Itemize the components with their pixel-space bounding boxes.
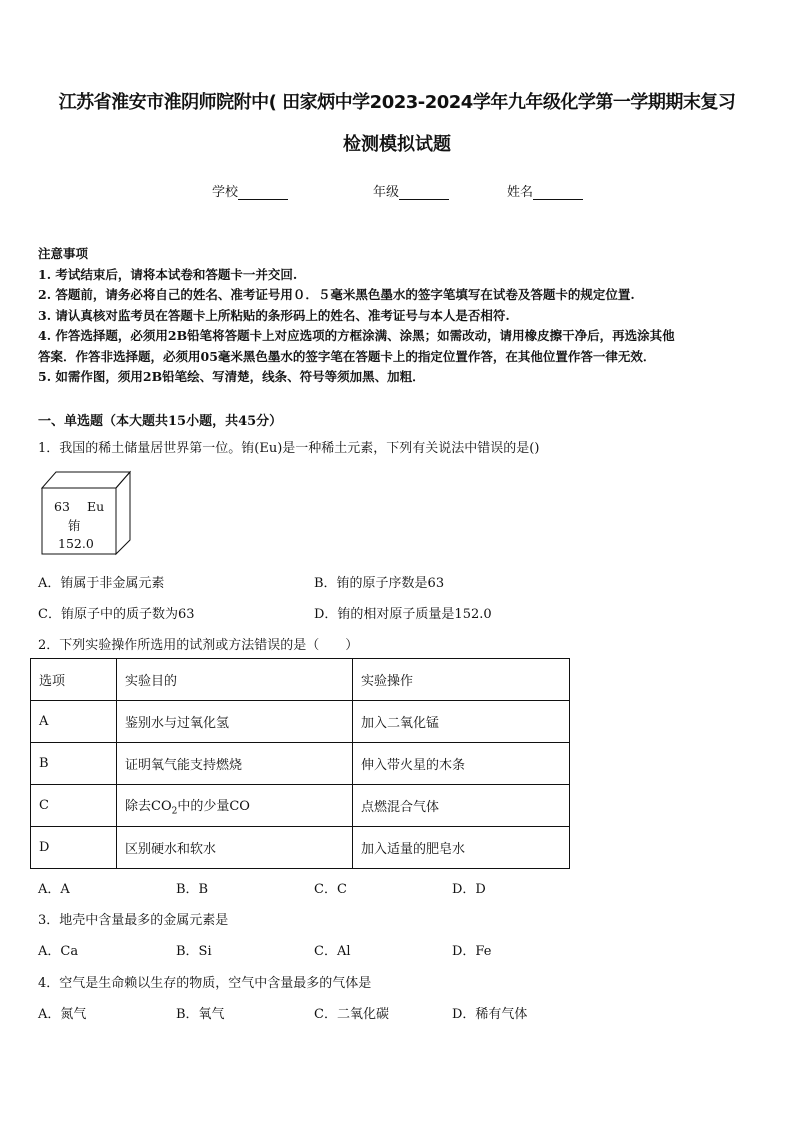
table-cell-operation: 伸入带火星的木条 — [353, 743, 570, 785]
q3-option-c: C．Al — [314, 944, 351, 959]
question-2-stem: 2．下列实验操作所选用的试剂或方法错误的是（ ） — [38, 638, 359, 653]
q4-option-d: D．稀有气体 — [452, 1007, 528, 1022]
q4-option-b: B．氧气 — [176, 1007, 225, 1022]
purpose-subscript: 2 — [171, 806, 178, 817]
header-cell-option: 选项 — [31, 659, 117, 701]
purpose-text-post: 中的少量CO — [177, 798, 250, 814]
notice-heading: 注意事项 — [38, 246, 89, 261]
grade-label: 年级 — [373, 185, 400, 200]
header-cell-purpose: 实验目的 — [117, 659, 353, 701]
q4-option-c: C．二氧化碳 — [314, 1007, 389, 1022]
table-row — [31, 743, 570, 785]
header-cell-operation: 实验操作 — [353, 659, 570, 701]
section-heading: 一、单选题（本大题共15小题，共45分） — [38, 414, 283, 429]
table-row — [31, 785, 570, 827]
table-header-row — [31, 659, 570, 701]
table-cell-operation: 加入二氧化锰 — [353, 701, 570, 743]
purpose-text-pre: 除去CO — [125, 798, 172, 814]
question-3-stem: 3．地壳中含量最多的金属元素是 — [38, 913, 229, 928]
notice-item: 答案．作答非选择题，必须用05毫米黑色墨水的签字笔在答题卡上的指定位置作答，在其他位置作答一律无效． — [38, 348, 656, 364]
q4-option-a: A．氮气 — [38, 1007, 87, 1022]
name-field — [507, 181, 583, 200]
element-symbol: Eu — [87, 499, 105, 514]
table-cell-option: D — [31, 827, 117, 869]
q3-option-b: B．Si — [176, 944, 212, 959]
name-label: 姓名 — [507, 185, 534, 200]
element-atomic-number: 63 — [54, 499, 70, 514]
q3-option-d: D．Fe — [452, 944, 492, 959]
grade-field — [373, 181, 449, 200]
q2-option-d: D．D — [452, 882, 486, 897]
question-1-stem: 1．我国的稀土储量居世界第一位。铕(Eu)是一种稀土元素，下列有关说法中错误的是() — [38, 441, 540, 456]
notice-item: 4. 作答选择题，必须用2B铅笔将答题卡上对应选项的方框涂满、涂黑；如需改动，请用橡皮擦干净后，再选涂其他 — [38, 328, 675, 343]
q2-option-c: C．C — [314, 882, 347, 897]
school-label: 学校 — [212, 185, 239, 200]
notice-item: 5. 如需作图，须用2B铅笔绘、写清楚，线条、符号等须加黑、加粗． — [38, 369, 425, 384]
table-cell-purpose — [117, 785, 353, 827]
school-field — [212, 181, 288, 200]
table-cell-purpose: 区别硬水和软水 — [117, 827, 353, 869]
table-cell-purpose: 鉴别水与过氧化氢 — [117, 701, 353, 743]
element-name: 铕 — [68, 518, 81, 533]
notice-item: 3. 请认真核对监考员在答题卡上所粘贴的条形码上的姓名、准考证号与本人是否相符. — [38, 307, 510, 323]
q2-option-a: A．A — [38, 882, 70, 897]
q3-option-a: A．Ca — [38, 944, 79, 959]
table-row — [31, 827, 570, 869]
grade-blank — [399, 185, 449, 200]
q1-option-b: B．铕的原子序数是63 — [314, 576, 445, 591]
table-cell-option: C — [31, 785, 117, 827]
notice-block — [38, 244, 758, 388]
q2-option-b: B．B — [176, 882, 209, 897]
question-4-stem: 4．空气是生命赖以生存的物质，空气中含量最多的气体是 — [38, 976, 372, 991]
q1-option-a: A．铕属于非金属元素 — [38, 576, 165, 591]
name-blank — [533, 185, 583, 200]
table-cell-operation: 加入适量的肥皂水 — [353, 827, 570, 869]
experiment-table — [30, 658, 570, 869]
notice-item: 2. 答题前，请务必将自己的姓名、准考证号用０．５毫米黑色墨水的签字笔填写在试卷及答题卡的规定位置. — [38, 287, 635, 302]
table-row — [31, 701, 570, 743]
notice-item: 1. 考试结束后，请将本试卷和答题卡一并交回. — [38, 266, 298, 282]
table-cell-purpose: 证明氧气能支持燃烧 — [117, 743, 353, 785]
page-title-line2: 检测模拟试题 — [343, 134, 451, 155]
table-cell-operation: 点燃混合气体 — [353, 785, 570, 827]
element-mass: 152.0 — [58, 536, 94, 551]
table-cell-option: B — [31, 743, 117, 785]
table-cell-option: A — [31, 701, 117, 743]
page-title: 江苏省淮安市淮阴师院附中( 田家炳中学2023-2024学年九年级化学第一学期期末复习 — [58, 92, 736, 113]
element-cell — [40, 470, 132, 556]
q1-option-c: C．铕原子中的质子数为63 — [38, 607, 195, 622]
q1-option-d: D．铕的相对原子质量是152.0 — [314, 607, 492, 622]
school-blank — [238, 185, 288, 200]
